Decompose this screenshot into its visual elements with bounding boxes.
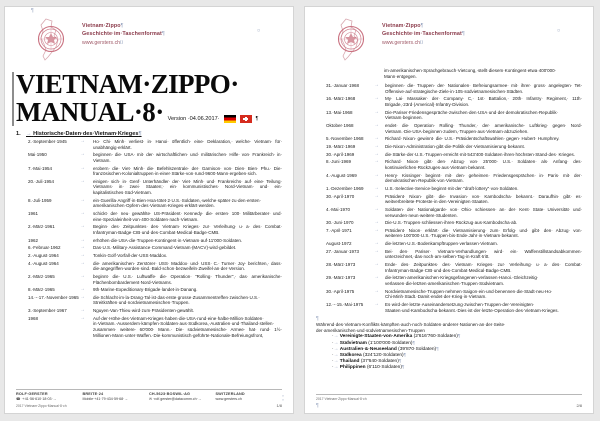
table-row — [316, 302, 582, 313]
continuation-paragraph: im·amerikanischen·Sprachgebrauch·Vietcong,·stellt·diesem·Kontingent·etwa·400'000· Mann·entgegen. — [384, 68, 557, 79]
table-row — [16, 316, 282, 338]
timeline-date: 8.·Juni·1969 — [326, 159, 352, 165]
page-number: 2/8 — [576, 403, 582, 408]
closing-paragraph: Während·des·Vietnam·Konflikts·kämpften·auch·noch·Soldaten·anderer·Nationen·an·der·Seite· der·amerikanischen·und·südvietnamesischen·Truppen — [316, 322, 506, 333]
bullet-marker: → — [333, 340, 339, 346]
tab-mark: → — [374, 287, 379, 294]
timeline-text: Präsident· Nixon· gibt· die· Invasion· von· Kambodscha· bekannt.· Daraufhin· gibt· es· weitverbreitete·Proteste·in·den·Vereinigten·Staaten. — [385, 193, 582, 205]
footer-column-country — [216, 392, 283, 402]
tab-mark: → — [80, 293, 85, 300]
tab-mark: → — [80, 272, 85, 279]
timeline-date: 1961 — [28, 211, 39, 216]
tab-mark: → — [374, 274, 379, 281]
footer-divider — [316, 394, 582, 395]
footer-city: CH-5623·BOSWIL·AG — [149, 391, 191, 396]
change-bar — [12, 72, 14, 126]
timeline-date: 20.·Juli·1954 — [28, 178, 55, 184]
tab-mark: → — [374, 135, 379, 142]
table-row — [316, 275, 582, 286]
timeline-text: die·letzten·amerikanischen·Kriegsgefangenen·verlassen·Hanoi.·Gleichzeitig· verlassen·die·letzten·amerikanischen·Truppen·Südvietnam. — [385, 275, 539, 286]
timeline-text: Ho· Chi· Minh· verliest· in· Hanoi· öffentlich· eine· Deklaration,· welche· Vietnam· für· unabhängig·erklärt. — [93, 139, 282, 150]
country-bullet-list — [316, 334, 582, 371]
table-row — [16, 295, 282, 306]
timeline-table-right — [316, 83, 582, 313]
section-number: 1. — [16, 131, 21, 137]
table-row — [16, 238, 282, 244]
table-row — [316, 96, 582, 107]
tab-mark: → — [80, 138, 85, 144]
table-row — [316, 159, 582, 170]
table-row — [16, 253, 282, 259]
soldier-count: (1'100'000·Soldaten) — [368, 340, 413, 346]
timeline-date: 8.·Juli·1959 — [28, 197, 52, 203]
timeline-date: 5.·November·1968 — [326, 136, 364, 142]
table-row — [16, 261, 282, 272]
tab-mark: → — [80, 164, 85, 171]
timeline-text: Richard· Nixon· gibt· den· Abzug· von· 25'000· U.S.· Soldaten· als· Anfang· des· kontinuierlichen·Rückzuges·aus·Vietnam·bekannt. — [385, 159, 582, 170]
table-row — [316, 136, 582, 142]
table-row — [316, 186, 582, 192]
table-row — [316, 228, 582, 239]
tab-mark: → — [374, 143, 379, 149]
header-line-1: Vietnam·Zippo — [382, 23, 421, 29]
table-row — [16, 287, 282, 293]
timeline-date: 7.·Mai·1954 — [28, 165, 53, 171]
timeline-text: die·letzten·U.S.·Bodenkampftruppen·verlassen·Vietnam. — [385, 241, 498, 247]
footer-note: 2017·Vietnam·Zippo·Manual·8·ch — [16, 404, 67, 408]
header-line-1: Vietnam·Zippo — [82, 23, 121, 29]
timeline-date: 29.·März·1973 — [326, 275, 356, 281]
header-formatting-mark: ¤ — [557, 28, 560, 34]
table-row — [16, 139, 282, 150]
timeline-table-left — [16, 139, 282, 338]
footer-country: SWITZERLAND — [215, 391, 245, 396]
bullet-marker: → — [333, 346, 339, 352]
table-row — [16, 211, 282, 222]
paragraph-mark: ¶ — [316, 316, 319, 323]
timeline-date: 7.·April·1971 — [326, 227, 352, 233]
document-page-1[interactable] — [4, 6, 294, 414]
tab-mark: → — [80, 244, 85, 251]
bullet-marker: → — [333, 359, 339, 365]
timeline-text: schickt· der· neu· gewählte· US-Präsident· Kennedy· die· ersten· 100· Militärberater· und· eine·Spezialeinheit·von·400·Soldaten·nach·Vietnam. — [93, 211, 282, 222]
table-row — [316, 123, 582, 134]
timeline-text: Tonkin·Golf·Vorfall·der·USS·Maddox. — [93, 252, 168, 258]
timeline-date: 30.·April·1969 — [326, 151, 355, 157]
table-row — [16, 152, 282, 163]
timeline-date: 1.·Dezember·1969 — [326, 185, 364, 191]
timeline-date: 16.·März·1968 — [326, 96, 356, 102]
country-name: Philippinen — [339, 365, 366, 371]
timeline-text: beginnen· die· USA· mit· der· wirtschaftlichen· und· militärischen· Hilfe· von· Frankreich· in· Vietnam. — [93, 152, 282, 163]
page-header: Vietnam·Zippo¶ Geschichte·im·Taschenformat¶ www.gersters.ch⌷ ¤ — [316, 16, 582, 68]
timeline-date: 2.·März·1961 — [28, 224, 55, 230]
timeline-date: 12.·-·15.·Mai·1975 — [326, 301, 364, 307]
timeline-text: Nordvietnamesische·Truppen·nehmen·Saigon·ein·und·benennen·die·Stadt·neu·Ho· Chi·Minh·Stadt.·Damit·endet·der·Krieg·in·Vietnam. — [385, 288, 553, 300]
timeline-date: 1968 — [28, 315, 39, 321]
footer-author: ROLF·GERSTER — [16, 391, 48, 396]
table-row — [316, 194, 582, 205]
tab-mark: → — [80, 236, 85, 243]
table-row — [16, 198, 282, 209]
timeline-text: beginnen· die· Truppen· der· Nationalen· Befreiungsarmee· mit· ihrer· gross· angelegten· Tet-Offensive·auf·strategische·Ziele·in·105·südvietnamesischen·Städten. — [385, 83, 582, 94]
timeline-date: 30.·April·1975 — [326, 288, 355, 294]
tab-mark: → — [374, 219, 379, 226]
footer-website[interactable]: www.gersters.ch — [215, 396, 242, 401]
tab-mark: → — [374, 171, 379, 178]
timeline-date: 30.·Juni·1970 — [326, 220, 354, 226]
country-name: Thailand — [339, 359, 360, 365]
timeline-text: Nguyen·Van·Thieu·wird·zum·Präsidenten·gewählt. — [93, 308, 194, 314]
footer-note: 2017·Vietnam·Zippo·Manual·8·ch — [316, 397, 367, 401]
tab-mark: → — [374, 108, 379, 115]
timeline-text: erobern· die· Viet· Minh· die· Befehlszentrale· der· Garnison· von· Dien· Bien· Phu.· Die· französischen·Kolonialtruppen·in·einer·Stärke·von·rund·9600·Mann·ergeben·sich. — [93, 165, 282, 177]
footer-divider — [16, 389, 282, 390]
table-row — [16, 274, 282, 285]
timeline-date: 19.·März·1969 — [326, 144, 356, 149]
table-row — [316, 110, 582, 121]
section-heading-text: Historische·Daten·des·Vietnam·Krieges — [33, 131, 139, 137]
timeline-text: Das·U.S.·Military·Assistance·Command·Vietnam·(MACV)·wird·gebildet. — [93, 245, 237, 251]
bullet-marker: → — [333, 334, 339, 340]
tab-mark: → — [80, 196, 85, 203]
country-name: Australien·&·Neuseeland — [339, 346, 397, 352]
footer-formatting-marks: ¤ ¤ — [282, 394, 284, 402]
tab-mark: → — [80, 223, 85, 230]
timeline-date: 3.·September·1967 — [28, 308, 67, 314]
soldier-count: (2'616'760·Soldaten) — [413, 334, 458, 340]
tab-mark: → — [80, 210, 85, 216]
list-item: ·→ Südvietnam (1'100'000·Soldaten)¶ — [332, 340, 416, 346]
timeline-text: ein·Guerilla·Angriff·in·Bien·Hoa·tötet·2·U.S.·Soldaten,·welche·später·zu·den·ersten· amerikanischen·Opfern·des·Vietnam·Krieges·erklärt·werden. — [93, 197, 261, 209]
footer-column-name — [16, 392, 83, 402]
timeline-text: Die·Nixon·Administration·gibt·die·Politik·der·Vietnamisierung·bekannt. — [385, 144, 525, 149]
timeline-date: 6.·Februar·1962 — [28, 245, 61, 251]
timeline-text: Beginn· des· Zeitpunktes· des· Vietnam· Krieges· zur· Verleihung· u· a· des· Combat· Infantryman·Badge·CIB·und·des·Combat·Medical·Badge·CMB. — [93, 224, 282, 235]
tab-mark: → — [374, 226, 379, 233]
timeline-date: August·1972 — [326, 241, 352, 247]
page-footer — [316, 394, 582, 410]
timeline-text: endet· die· Operation· Rolling· Thunder,· der· amerikanische· Luftkrieg· gegen· Nord-Vietnam.·Die·USA·beginnen·zudem,·Truppen·aus·Vietnam·abzuziehen. — [385, 123, 582, 134]
tab-mark: → — [374, 95, 379, 102]
timeline-date: 8.·März·1965 — [28, 287, 55, 293]
soldier-count: (324'120·Soldaten) — [362, 352, 404, 358]
footer-email[interactable]: ✉ ·rolf.gerster@datacomm.ch·→ — [149, 396, 202, 401]
list-item: ·→ Thailand (37'640·Soldaten)¶ — [332, 359, 402, 365]
timeline-text: Die·Pariser·Friedensgespräche·zwischen·den·USA·und·der·demokratischen·Republik· Vietnam·beginnen. — [385, 109, 559, 121]
timeline-date: 4.·Mai·1970 — [326, 206, 351, 212]
table-row — [316, 207, 582, 218]
soldier-count: (39'870·Soldaten) — [398, 346, 437, 352]
vietnam-stamp-icon — [332, 16, 376, 62]
footer-column-street — [83, 392, 150, 402]
soldier-count: (6'110·Soldaten) — [366, 365, 402, 371]
timeline-date: Mai·1950 — [28, 152, 47, 158]
timeline-text: erhöhen·die·USA·die·Truppen-Kontingent·in·Vietnam·auf·11'000·Soldaten. — [93, 237, 243, 243]
table-row — [316, 152, 582, 158]
flag-switzerland-icon — [240, 115, 252, 123]
timeline-text: My· Lai· Massaker· der· Company· C,· 1st· Battalion,· 20th· Infantry· Regiment,· 11th· Brigade,·23rd·(Americal)·Infantry·Division. — [385, 96, 582, 108]
table-row — [316, 83, 582, 94]
timeline-date: 4.·August·1964 — [28, 260, 59, 266]
tab-mark: → — [374, 192, 379, 199]
timeline-text: Richard· Nixon· gewinnt· die· U.S.· Präsidentschaftswahlen· gegen· Hubert· Humphrey. — [385, 136, 560, 142]
footer-mobile: Mobile·+41·79·434·59·68·→ — [82, 396, 128, 401]
timeline-date: 2.·August·1964 — [28, 252, 59, 258]
page-number: 1/8 — [276, 403, 282, 408]
tab-mark: → — [374, 82, 379, 89]
table-row — [16, 166, 282, 177]
timeline-text: einigen· sich· in· Genf· Unterhändler· der· Viet· Minh· und· Frankreichs· auf· eine· Teilung· Vietnams· in· zwei· Staaten;· ein· kommunistisches· Nord-Vietnam· und· ein· kapitalistisches·Süd-Vietnam. — [93, 178, 282, 196]
timeline-text: U.S.·Selective·Service·beginnt·mit·der·"draft·lottery"·von·Soldaten. — [385, 185, 519, 191]
timeline-text: Die·U.S.·Truppen·schliessen·ihren·Rückzug·aus·Kambodscha·ab. — [385, 220, 518, 226]
country-name: Vereinigte·Staaten·von·Amerika — [339, 334, 413, 340]
timeline-date: 2.·September·1945 — [28, 139, 67, 144]
country-name: Südkorea — [339, 352, 362, 358]
timeline-text: beginnt· die· U.S.· Luftwaffe· die· Operation· "Rolling· Thunder",· das· amerikanische· Flächenbombardement·Nord-Vietnams. — [93, 273, 282, 285]
table-row — [16, 224, 282, 235]
table-row — [316, 262, 582, 273]
timeline-date: 4.·August·1969 — [326, 172, 357, 178]
tab-mark: → — [374, 261, 379, 268]
page-header: Vietnam·Zippo¶ Geschichte·im·Taschenformat¶ www.gersters.ch⌷ ¤ — [16, 16, 282, 68]
bullet-marker: → — [333, 352, 339, 358]
page-footer — [16, 389, 282, 409]
tab-mark: → — [374, 150, 379, 157]
table-row — [16, 179, 282, 196]
timeline-text: Henry· Kissinger· beginnt· mit· den· geheimen· Friedensgesprächen· in· Paris· mit· der· demokratischen·Republik·von·Vietnam. — [385, 172, 582, 184]
header-line-2: Geschichte·im·Taschenformat — [82, 31, 162, 37]
timeline-date: 27.·Januar·1973 — [326, 248, 360, 254]
timeline-text: die·Stärke·der·U.S.·Truppen·erreicht·mit·543'400·Soldaten·ihren·höchsten·Stand·des· Krieges. — [385, 151, 576, 157]
section-heading: 1. → Historische·Daten·des·Vietnam·Krieges¶ — [16, 131, 142, 137]
paragraph-mark: ¶ — [316, 403, 319, 409]
table-row — [16, 245, 282, 251]
title-block: VIETNAM·ZIPPO· MANUAL·8· Version ·04.06.2017· ¶ — [16, 70, 282, 126]
table-row — [316, 241, 582, 247]
timeline-date: Oktober·1968 — [326, 123, 354, 129]
timeline-date: 14.·-·17.·November·1965 — [28, 294, 79, 300]
header-formatting-mark: ¤ — [257, 28, 260, 34]
table-row — [316, 249, 582, 260]
tab-mark: → — [80, 259, 85, 266]
header-website[interactable]: www.gersters.ch — [382, 40, 421, 46]
tab-mark: → — [374, 158, 379, 165]
list-item: ·→ Philippinen (6'110·Soldaten)¶ — [332, 365, 405, 371]
list-item: ·→ Australien·&·Neuseeland (39'870·Soldaten)¶ — [332, 346, 439, 352]
timeline-date: 30.·April·1970 — [326, 193, 355, 199]
tab-mark: → — [80, 177, 85, 184]
timeline-text: Bei· den· Pariser· Vietnam-Verhandlungen· wird· ein· Waffenstillstandsabkommen· unterzeichnet,·das·noch·am·selben·Tag·in·Kraft·tritt. — [385, 248, 582, 260]
timeline-text: Soldaten· der· Nationalgarde· von· Ohio· schiessen· an· der· Kent· State· Universität· und· verwunden·neun·weitere·Studenten. — [385, 206, 582, 218]
tab-mark: → — [374, 122, 379, 129]
tab-mark: → — [80, 151, 85, 158]
header-website[interactable]: www.gersters.ch — [82, 40, 121, 46]
tab-mark: → — [80, 307, 85, 314]
timeline-date: 13.·Mai·1968 — [326, 109, 353, 115]
table-row — [316, 289, 582, 300]
footer-phone: ☎ ·+41·56·610·18·03·→ — [16, 396, 57, 401]
tab-mark: → — [80, 251, 85, 258]
timeline-text: Auf·der·Höhe·des·Vietnam-Krieges·haben·die·USA·rund·eine·halbe·Million·Soldaten· in·Vietnam.·Ausserdem·kämpfen·Soldaten·aus·Südkorea,·Australien·und·Thailand·stellen· zusammen· weitere· 60'000· Mann.· Die· südvietnamesische· Armee· hat· rund· 1½· Millionen·Mann·unter·Waffen.·Die·kommunistisch·geführte·Nationale·Befreiungsfront, — [93, 315, 282, 338]
table-row — [316, 144, 582, 150]
tab-mark: → — [80, 314, 85, 321]
list-item: ·→ Vereinigte·Staaten·von·Amerika (2'616'760·Soldaten)¶ — [332, 334, 461, 340]
timeline-text: die·Schlacht·im·la·Drang·Tal·ist·das·erste·grosse·Zusammentreffen·zwischen·U.S.· Streitkräften·und·nordvietnamesischen·Truppen. — [93, 294, 260, 306]
country-name: Südvietnam — [339, 340, 367, 346]
document-page-2[interactable] — [304, 6, 594, 414]
vietnam-stamp-icon — [32, 16, 76, 62]
timeline-text: die· amerikanischen· Zerstörer· USS· Maddox· und· USS· C.· Turner· Joy· berichten,· dass· die·angegriffen·worden·sind.·Bald·schon·bezweifeln·Zweifel·an·der·Version. — [93, 260, 282, 272]
timeline-text: Ende· des· Zeitpunktes· des· Vietnam· Krieges· zur· Verleihung· u· a· des· Combat· Infantryman·Badge·CIB·und·des·Combat·Medical·Badge·CMB. — [385, 262, 582, 273]
document-title-line1: VIETNAM·ZIPPO· — [16, 69, 239, 99]
version-label: Version ·04.06.2017· — [167, 116, 220, 122]
list-item: ·→ Südkorea (324'120·Soldaten)¶ — [332, 352, 407, 358]
tab-mark: → — [374, 247, 379, 254]
timeline-date: 1962 — [28, 237, 39, 243]
timeline-date: 31.·Januar·1968 — [326, 83, 360, 89]
footer-column-city — [149, 392, 216, 402]
timeline-date: 28.·März·1973 — [326, 262, 356, 268]
bullet-marker: → — [333, 365, 339, 371]
flag-germany-icon — [224, 115, 236, 123]
tab-mark: → — [80, 286, 85, 293]
tab-mark: → — [374, 300, 379, 307]
timeline-text: Präsident· Nixon· erklärt· die· Vietnamisierung· zum· Erfolg· und· gibt· den· Abzug· von· weiteren·100'000·U.S.·Truppen·bis·Ende·Jahr·in·Vietnam·bekannt. — [385, 227, 582, 239]
timeline-date: 2.·März·1965 — [28, 273, 55, 279]
timeline-text: Es·wird·der·letzte·Auseinandersetzung·zwischen·Truppen·der·Vereinigten· Staaten·und·Kambodscha·bekannt.·Dies·ist·der·letzte·Operation·des·Vietnam·Krieges. — [385, 301, 559, 313]
table-row — [316, 220, 582, 226]
tab-mark: → — [374, 184, 379, 191]
header-line-2: Geschichte·im·Taschenformat — [382, 31, 462, 37]
document-title-line2: MANUAL·8· — [16, 97, 164, 127]
table-row — [316, 173, 582, 184]
tab-mark: → — [374, 240, 379, 247]
timeline-text: 9th·Marine·Expeditionary·Brigade·landet·in·Danang. — [93, 287, 198, 293]
footer-street: BREITE·24 — [82, 391, 104, 396]
soldier-count: (37'640·Soldaten) — [360, 359, 399, 365]
table-row — [16, 308, 282, 314]
paragraph-mark: ¶ — [31, 8, 34, 14]
tab-mark: → — [374, 205, 379, 212]
